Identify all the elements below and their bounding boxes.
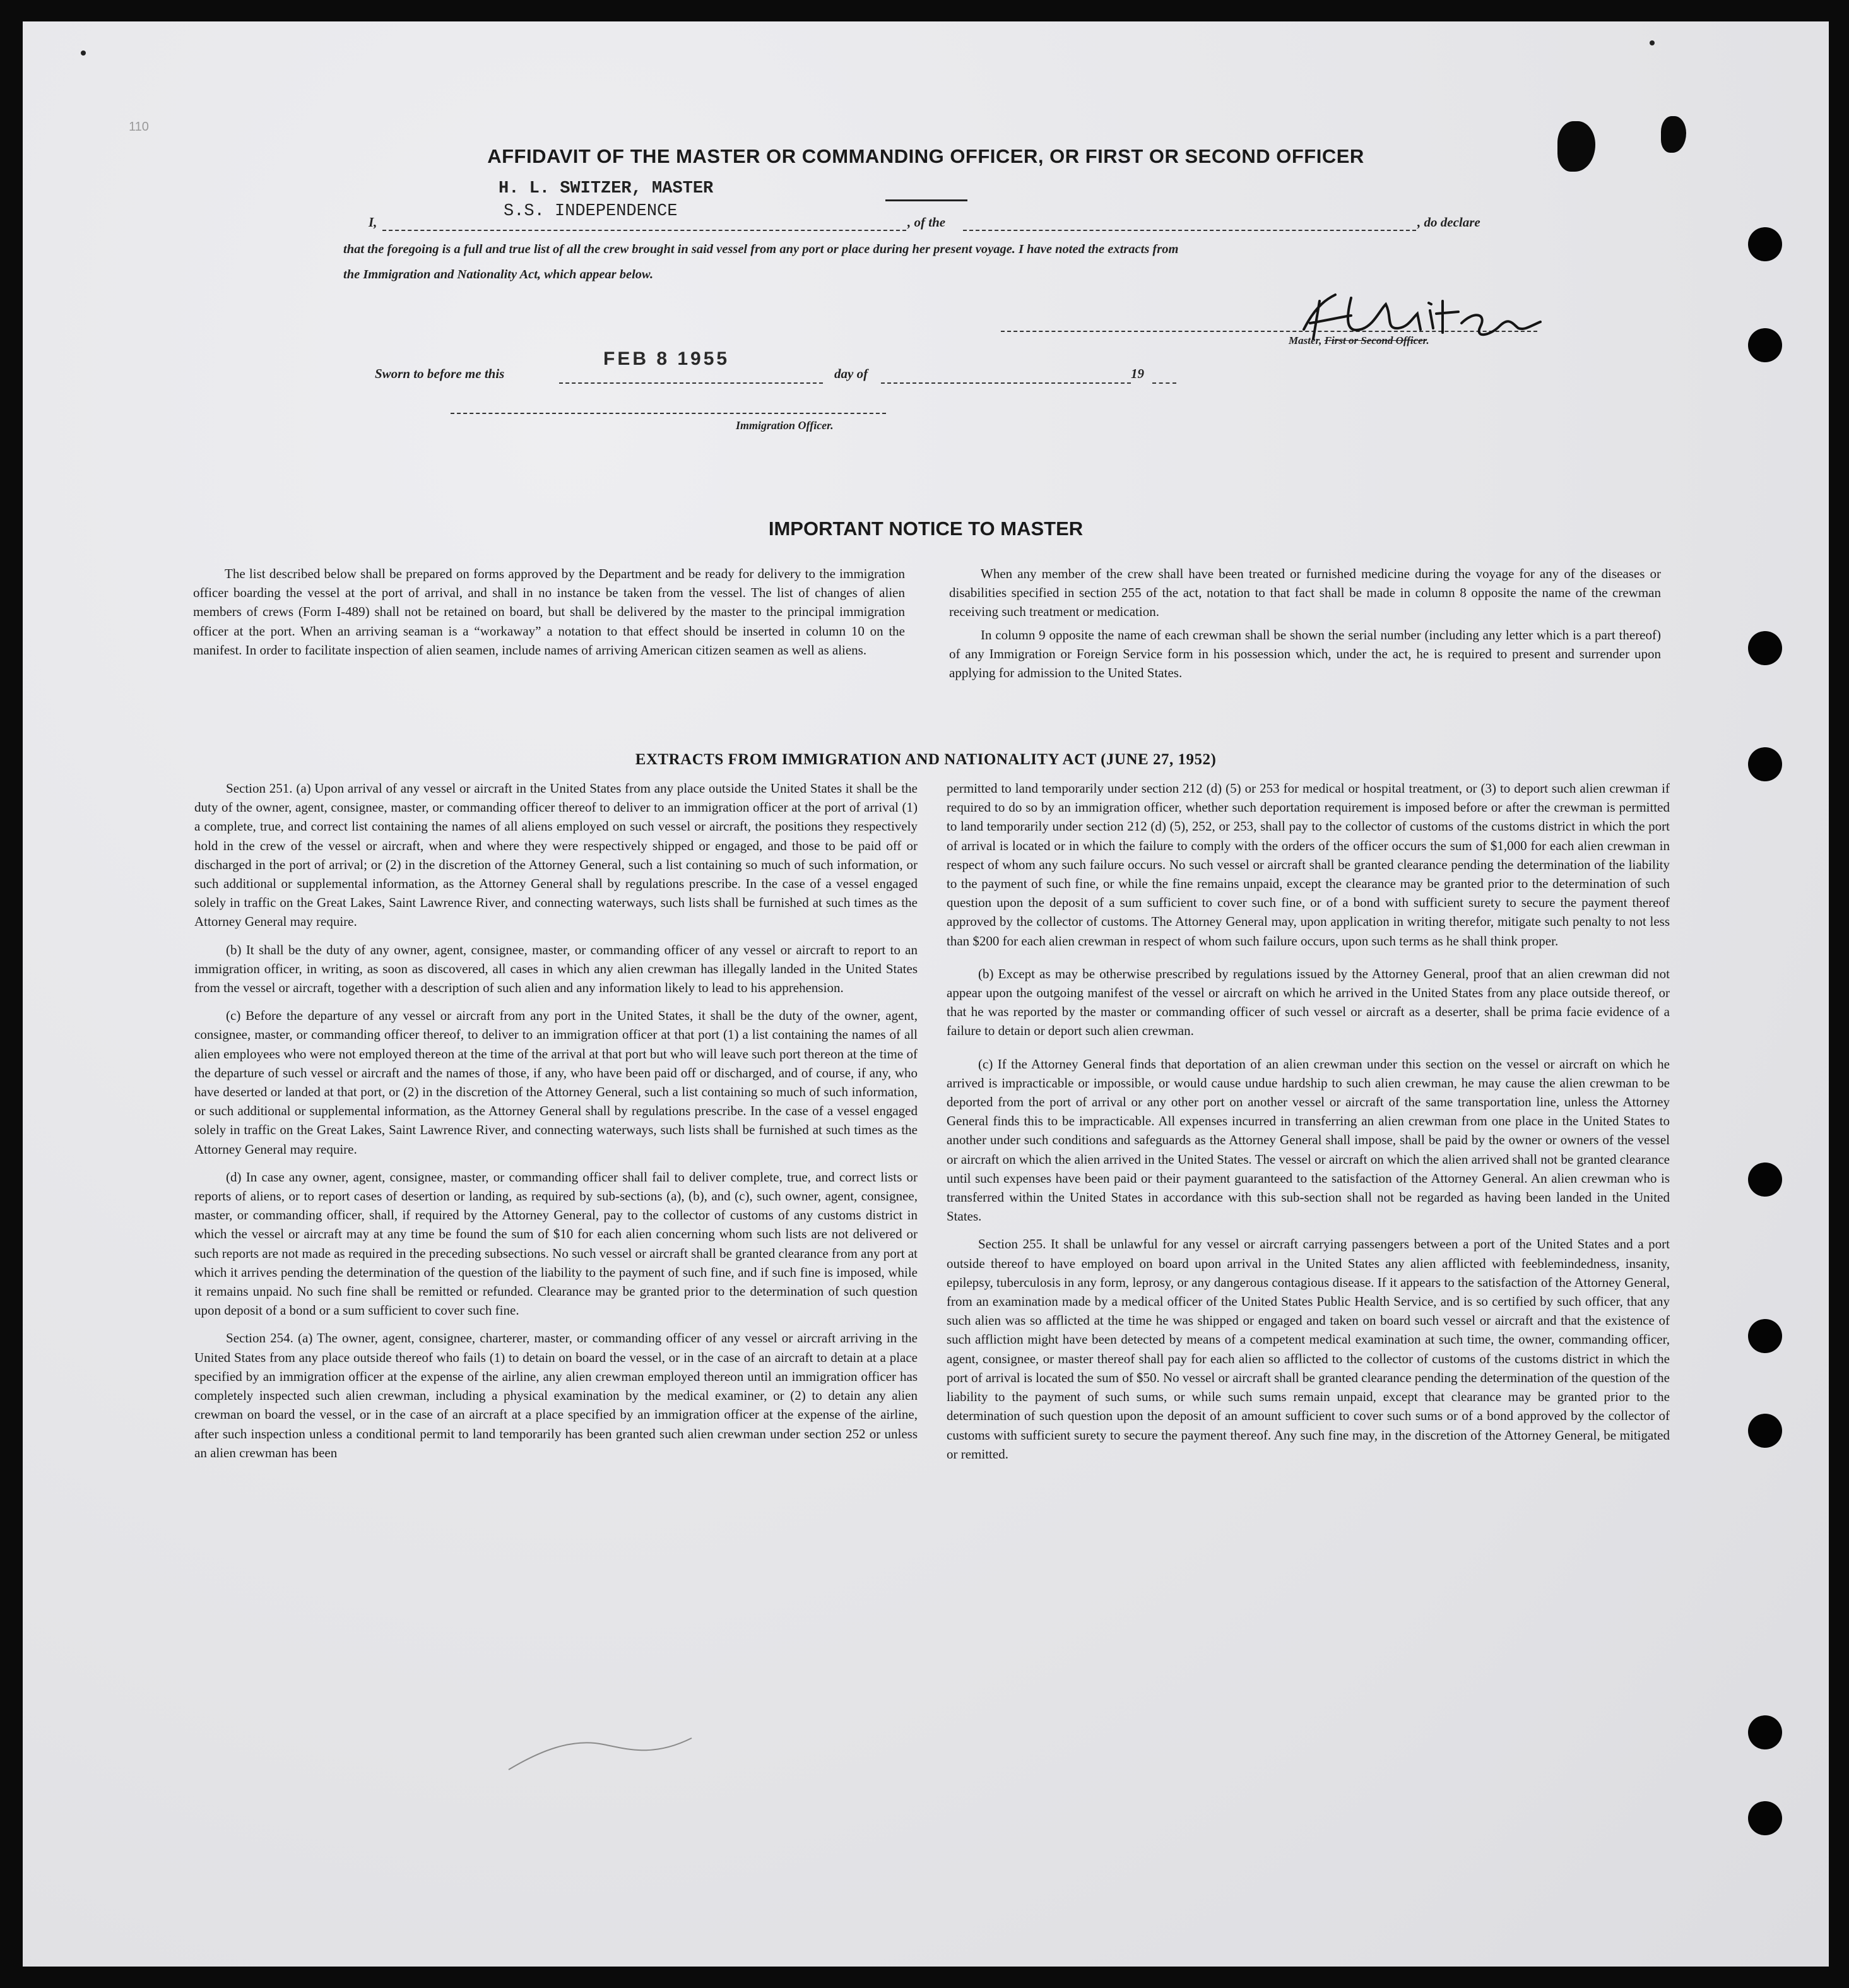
- binder-hole: [1748, 1163, 1782, 1197]
- corner-mark: 110: [129, 120, 149, 134]
- notice-right-column: [949, 564, 1661, 686]
- year-label: 19: [1131, 366, 1144, 381]
- notice-paragraph: The list described below shall be prepared on forms approved by the Department and be ready for delivery to the immigration officer boarding the vessel at the port of arrival, and shall in no instance be taken from the vessel. The list of changes of alien members of crews (Form I-489) shall not be retained on board, but shall be delivered by the master to the principal immigration officer at the port. When an arriving seaman is a “workaway” a notation to that effect should be inserted in column 10 on the manifest. In order to facilitate inspection of alien seamen, include names of arriving American citizen seamen as well as aliens.: [193, 566, 905, 658]
- officer-caption: Immigration Officer.: [736, 419, 834, 432]
- caption-suffix: .: [1426, 334, 1429, 346]
- extract-paragraph: permitted to land temporarily under section 212 (d) (5) or 253 for medical or hospital treatment, or (3) to deport such alien crewman if required to do so by an immigration officer, whether such deportation requirement is imposed before or after the crewman is permitted to land temporarily under section 212 (d) (5), 252, or 253, shall pay to the collector of customs of the customs district in which the port of arrival is located or in which the failure to comply with the orders of the officer occurs the sum of $1,000 for each alien crewman in respect of whom any such failure occurs. No such vessel or aircraft shall be granted clearance pending the determination of the liability to the payment of such fine, or while the fine remains unpaid, except the clearance may be granted prior to the determination of such question upon the deposit of a sum sufficient to cover such fine, or of a bond with sufficient surety to secure the payment thereof approved by the collector of customs. The Attorney General may, upon application in writing therefor, mitigate such penalty to not less than $200 for each alien crewman in respect of whom such failure occurs, upon such terms as he shall think proper.: [947, 781, 1670, 949]
- binder-hole: [1748, 1319, 1782, 1353]
- month-line: [881, 382, 1131, 384]
- signature-caption: [1289, 334, 1429, 347]
- notice-paragraph: In column 9 opposite the name of each crewman shall be shown the serial number (including any letter which is a part thereof) of any Immigration or Foreign Service form in his possession which, under the act, he is required to present and surrender upon applying for admission to the United States.: [949, 627, 1661, 681]
- caption-struck: First or Second Officer: [1324, 334, 1427, 346]
- name-line: [382, 230, 906, 231]
- officer-signature-line: [451, 413, 886, 414]
- notice-left-column: [193, 564, 905, 663]
- year-line: [1152, 382, 1176, 384]
- binder-hole: [1748, 227, 1782, 261]
- extract-paragraph: Section 255. It shall be unlawful for any vessel or aircraft carrying passengers between a port of the United States and a port outside thereof to have employed on board upon arrival in the United States any alien afflicted with feeblemindedness, insanity, epilepsy, tuberculosis in any form, leprosy, or any dangerous contagious disease. If it appears to the satisfaction of the Attorney General, from an examination made by a medical officer of the United States Public Health Service, and is so certified by such officer, that any such alien was so afflicted at the time he was shipped or engaged and taken on board such vessel or aircraft and that the existence of such affliction might have been detected by means of a competent medical examination at such time, the owner, commanding officer, agent, consignee, or master thereof shall pay for each alien so afflicted to the collector of customs of the customs district in which the port of arrival is located the sum of $50. No vessel or aircraft shall be granted clearance pending the determination of the question of the liability to the payment of such sums, or while such sums remain unpaid, except that clearance may be granted prior to the determination of such question upon the deposit of an amount sufficient to cover such sums or of a bond approved by the collector of customs with sufficient surety to secure the payment thereof. Any such fine may, in the discretion of the Attorney General, be mitigated or remitted.: [947, 1236, 1670, 1462]
- extract-paragraph: (c) Before the departure of any vessel or aircraft from any port in the United States, it shall be the duty of the owner, agent, consignee, master, or commanding officer thereof, to deliver to an immigration officer at that port (1) a list containing the names of all alien employees who were not employed thereon at the time of the arrival at that port but who will leave such port thereon at the time of the departure of such vessel or aircraft and the names of those, if any, who have been paid off or discharged, and of course, if any, who have deserted or landed at that port, or (2) in the discretion of the Attorney General, such a list containing so much of such information, or such additional or supplemental information, as the Attorney General shall by regulations prescribe. In the case of a vessel engaged solely in traffic on the Great Lakes, Saint Lawrence River, and connecting waterways, such lists shall be furnished at such times as the Attorney General may require.: [194, 1008, 918, 1157]
- binder-hole: [1748, 328, 1782, 362]
- typed-vessel-name: S.S. INDEPENDENCE: [504, 202, 678, 221]
- extract-paragraph: (b) Except as may be otherwise prescribed by regulations issued by the Attorney General, proof that an alien crewman did not appear upon the outgoing manifest of the vessel or aircraft on which he arrived in the United States from any place outside thereof, or that he was reported by the master or commanding officer of such vessel or aircraft as a deserter, shall be prima facie evidence of a failure to detain or deport such alien crewman.: [947, 966, 1670, 1039]
- extract-paragraph: Section 251. (a) Upon arrival of any vessel or aircraft in the United States from any place outside the United States it shall be the duty of the owner, agent, consignee, master, or commanding officer thereof to deliver to an immigration officer at the port of arrival (1) a complete, true, and correct list containing the names of all aliens employed on such vessel or aircraft, the positions they respectively hold in the crew of the vessel or aircraft, when and where they were respectively shipped or engaged, and those to be paid off or discharged in the port of arrival; or (2) in the discretion of the Attorney General, such a list containing so much of such information, or such additional or supplemental information, as the Attorney General shall by regulations prescribe. In the case of a vessel engaged solely in traffic on the Great Lakes, Saint Lawrence River, and connecting waterways, such lists shall be furnished at such times as the Attorney General may require.: [194, 781, 918, 930]
- notice-title: IMPORTANT NOTICE TO MASTER: [768, 518, 1084, 540]
- i-label: I,: [369, 215, 377, 230]
- do-declare-label: , do declare: [1417, 215, 1480, 230]
- speck: [81, 50, 86, 56]
- sworn-day-line: [559, 382, 823, 384]
- affidavit-title: AFFIDAVIT OF THE MASTER OR COMMANDING OFFICER, OR FIRST OR SECOND OFFICER: [487, 145, 1364, 167]
- notice-paragraph: When any member of the crew shall have been treated or furnished medicine during the voyage for any of the diseases or disabilities specified in section 255 of the act, notation to that fact shall be made in column 8 opposite the name of the crewman receiving such treatment or medication.: [949, 566, 1661, 620]
- binder-hole: [1748, 1801, 1782, 1835]
- extracts-left-column: [194, 779, 918, 1471]
- caption-prefix: Master,: [1289, 334, 1325, 346]
- title-rule: [885, 199, 967, 201]
- extract-paragraph: (b) It shall be the duty of any owner, agent, consignee, master, or commanding officer of any vessel or aircraft to report to an immigration officer, in writing, as soon as discovered, all cases in which any alien crewman has illegally landed in the United States from the vessel or aircraft, together with a description of such alien and any information likely to lead to his apprehension.: [194, 942, 918, 996]
- typed-master-name: H. L. SWITZER, MASTER: [499, 179, 714, 198]
- extract-paragraph: Section 254. (a) The owner, agent, consignee, charterer, master, or commanding officer of any vessel or aircraft arriving in the United States from any place outside thereof who fails (1) to detain on board the vessel, or in the case of an aircraft to detain at a place specified by an immigration officer at the expense of the airline, any alien crewman employed thereon until an immigration officer has completely inspected such alien crewman, including a physical examination by the medical examiner, or (2) to detain any alien crewman on board the vessel, or in the case of an aircraft at a place specified by an immigration officer at the expense of the airline, after such inspection unless a conditional permit to land temporarily has been granted such alien crewman under section 252 or unless an alien crewman has been: [194, 1330, 918, 1460]
- binder-hole: [1748, 631, 1782, 665]
- binder-hole: [1748, 1414, 1782, 1448]
- vessel-line: [963, 230, 1416, 231]
- of-the-label: , of the: [907, 215, 946, 230]
- statement-line-2: the Immigration and Nationality Act, which appear below.: [343, 268, 654, 281]
- extract-paragraph: (d) In case any owner, agent, consignee, master, or commanding officer shall fail to deliver complete, true, and correct lists or reports of aliens, or to report cases of desertion or landing, as required by sub-sections (a), (b), and (c), such owner, agent, consignee, master, or commanding officer, shall, if required by the Attorney General, pay to the collector of customs of any customs district in which the vessel or aircraft may at any time be found the sum of $10 for each alien concerning whom such lists are not delivered or such reports are not made as required in the preceding subsections. No such vessel or aircraft shall be granted clearance from any port at which it arrives pending the determination of the question of the liability to the payment of such fine, and if such fine is imposed, while it remains unpaid. No such fine shall be remitted or refunded. Clearance may be granted prior to the determination of such question upon deposit of a bond or a sum sufficient to cover such fine.: [194, 1169, 918, 1318]
- pencil-mark: [502, 1725, 704, 1776]
- extracts-right-column: [947, 779, 1670, 1472]
- statement-line-1: that the foregoing is a full and true list of all the crew brought in said vessel from any port or place during her present voyage. I have noted the extracts from: [343, 242, 1179, 256]
- document-page: [23, 21, 1829, 1967]
- sworn-label: Sworn to before me this: [375, 366, 505, 381]
- extract-paragraph: (c) If the Attorney General finds that deportation of an alien crewman under this section on the vessel or aircraft on which he arrived is impracticable or impossible, or would cause undue hardship to such alien crewman, he may cause the alien crewman to be deported from the port of arrival or any other port on another vessel or aircraft of the same transportation line, unless the Attorney General finds this to be impracticable. All expenses incurred in transferring an alien crewman from one place in the United States to another under such conditions and safeguards as the Attorney General shall impose, shall be paid by the owner or owners of the vessel or aircraft on which the alien arrived in the United States. The vessel or aircraft on which the alien arrived shall not be granted clearance until such expenses have been paid or their payment guaranteed to the satisfaction of the Attorney General. An alien crewman who is transferred within the United States in accordance with this sub-section shall not be regarded as having been landed in the United States.: [947, 1056, 1670, 1224]
- extracts-title: EXTRACTS FROM IMMIGRATION AND NATIONALITY ACT (JUNE 27, 1952): [635, 751, 1217, 768]
- speck: [1650, 40, 1655, 45]
- binder-hole: [1748, 1715, 1782, 1749]
- day-of-label: day of: [834, 366, 868, 381]
- date-stamp: FEB 8 1955: [603, 348, 730, 369]
